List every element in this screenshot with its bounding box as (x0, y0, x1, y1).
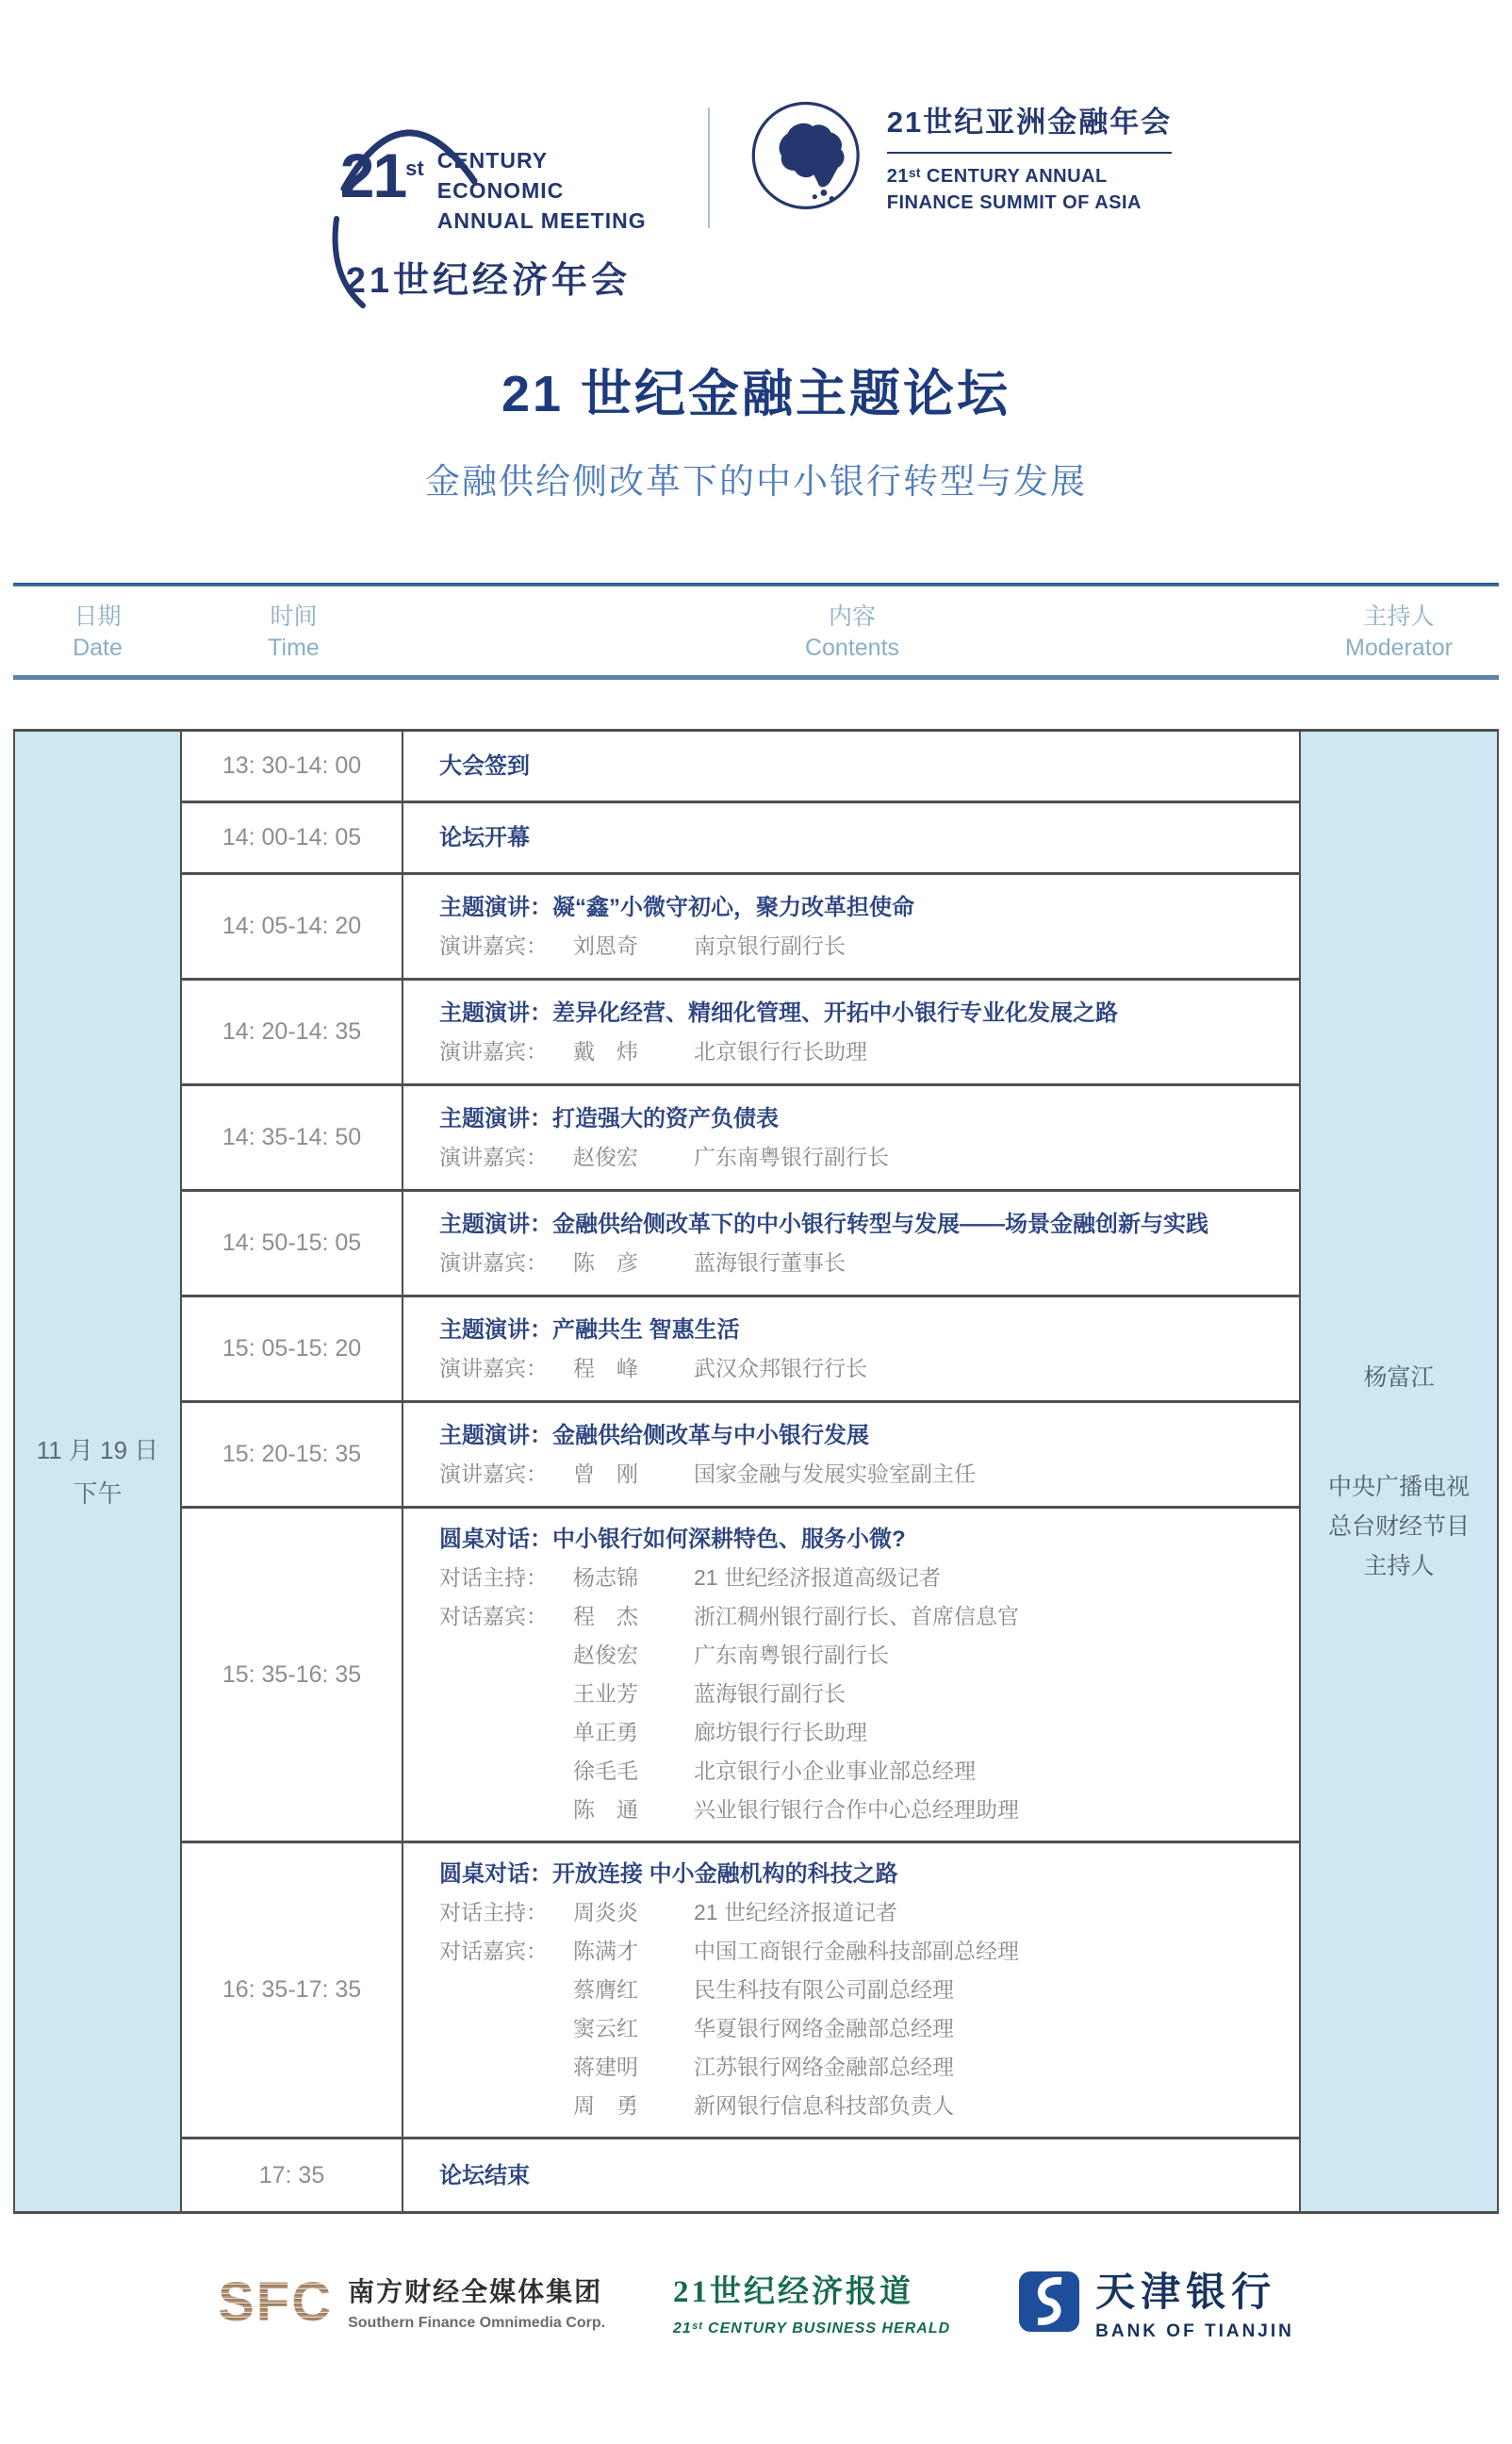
speaker-line: 演讲嘉宾： 戴 炜 北京银行行长助理 (439, 1038, 867, 1064)
agenda-table (13, 729, 1499, 2214)
bank-of-tianjin-logo (1018, 2261, 1294, 2342)
right-logo-chinese-name: 21世纪亚洲金融年会 (887, 98, 1172, 154)
session-title: 论坛开幕 (439, 825, 530, 850)
agenda-row (182, 1843, 1299, 2139)
herald-chinese-name: 21世纪经济报道 (673, 2274, 914, 2309)
event-logos-header (0, 87, 1512, 299)
speaker-line: 演讲嘉宾： 刘恩奇 南京银行副行长 (439, 933, 846, 958)
left-logo-line2: ANNUAL MEETING (436, 208, 647, 233)
time-cell: 17: 35 (182, 2139, 403, 2211)
left-logo-line1: CENTURY ECONOMIC (436, 148, 565, 203)
speaker-line: 蔡膺红 民生科技有限公司副总经理 (573, 1977, 954, 2002)
speaker-line: 演讲嘉宾： 程 峰 武汉众邦银行行长 (439, 1355, 867, 1380)
time-cell: 15: 05-15: 20 (182, 1297, 403, 1400)
speaker-line: 徐毛毛 北京银行小企业事业部总经理 (573, 1759, 976, 1783)
left-logo-21: 21st (339, 140, 424, 210)
asia-map-icon (749, 92, 870, 221)
moderator-title-line: 中央广播电视 (1327, 1473, 1470, 1500)
column-header-moderator: 主持人 Moderator (1345, 603, 1453, 661)
header-rule-bottom (13, 675, 1499, 680)
time-cell: 14: 20-14: 35 (182, 981, 403, 1083)
moderator-title-line: 主持人 (1363, 1552, 1435, 1579)
time-cell: 13: 30-14: 00 (182, 732, 403, 801)
content-cell (403, 1509, 1299, 1841)
date-line2: 下午 (73, 1478, 123, 1508)
session-title: 主题演讲：打造强大的资产负债表 (439, 1105, 779, 1131)
content-cell (403, 981, 1299, 1083)
session-title: 圆桌对话：开放连接 中小金融机构的科技之路 (439, 1861, 898, 1887)
column-header-contents: 内容 Contents (804, 603, 900, 661)
date-cell (15, 732, 182, 2211)
left-logo-chinese-name: 21世纪经济年会 (345, 261, 632, 301)
content-cell (403, 1192, 1299, 1295)
session-title: 主题演讲：凝“鑫”小微守初心，聚力改革担使命 (439, 894, 914, 920)
content-cell (403, 1086, 1299, 1189)
time-cell: 14: 05-14: 20 (182, 875, 403, 978)
left-logo-english-block (340, 140, 680, 236)
time-cell: 15: 20-15: 35 (182, 1403, 403, 1506)
speaker-line: 对话主持： 周炎炎 21 世纪经济报道记者 (439, 1900, 897, 1924)
time-cell: 14: 00-14: 05 (182, 803, 403, 872)
agenda-row (182, 1403, 1299, 1509)
time-cell: 15: 35-16: 35 (182, 1509, 403, 1841)
right-logo-english-line1: 21ˢᵗ CENTURY ANNUAL (886, 165, 1108, 187)
sfc-english-name: Southern Finance Omnimedia Corp. (348, 2315, 606, 2331)
bank-english-name: BANK OF TIANJIN (1095, 2321, 1294, 2341)
agenda-row (182, 1297, 1299, 1403)
agenda-row (182, 1509, 1299, 1843)
content-cell (403, 1297, 1299, 1400)
agenda-rows (182, 732, 1299, 2211)
session-title: 主题演讲：产融共生 智惠生活 (439, 1316, 740, 1343)
page-title: 21 世纪金融主题论坛 (501, 366, 1011, 422)
speaker-line: 窦云红 华夏银行网络金融部总经理 (573, 2016, 954, 2040)
content-cell (403, 1403, 1299, 1506)
session-title: 大会签到 (439, 753, 530, 779)
sponsor-logos-footer (0, 2261, 1512, 2370)
agenda-row (182, 1086, 1299, 1192)
page-subtitle: 金融供给侧改革下的中小银行转型与发展 (425, 462, 1087, 501)
content-cell (403, 803, 1299, 872)
speaker-line: 陈 通 兴业银行银行合作中心总经理助理 (573, 1797, 1019, 1822)
speaker-line: 对话嘉宾： 陈满才 中国工商银行金融科技部副总经理 (439, 1939, 1019, 1963)
agenda-row (182, 732, 1299, 803)
agenda-row (182, 875, 1299, 981)
speaker-line: 单正勇 廊坊银行行长助理 (573, 1720, 867, 1744)
asia-finance-summit-logo (749, 92, 1172, 221)
session-title: 论坛结束 (439, 2162, 530, 2188)
logo-divider (708, 107, 710, 228)
moderator-title-line: 总台财经节目 (1327, 1512, 1470, 1540)
agenda-row (182, 1192, 1299, 1297)
right-logo-english-line2: FINANCE SUMMIT OF ASIA (886, 191, 1142, 213)
century-economic-annual-meeting-logo (339, 87, 680, 301)
time-cell: 16: 35-17: 35 (182, 1843, 403, 2137)
business-herald-logo (673, 2267, 950, 2337)
content-cell (403, 732, 1299, 801)
agenda-row (182, 803, 1299, 875)
session-title: 主题演讲：金融供给侧改革与中小银行发展 (439, 1422, 869, 1448)
agenda-row (182, 2139, 1299, 2211)
date-line1: 11 月 19 日 (36, 1435, 159, 1464)
speaker-line: 对话嘉宾： 程 杰 浙江稠州银行副行长、首席信息官 (439, 1604, 1019, 1628)
moderator-name: 杨富江 (1363, 1363, 1435, 1391)
session-title: 主题演讲：金融供给侧改革下的中小银行转型与发展——场景金融创新与实践 (439, 1211, 1208, 1237)
agenda-row (182, 981, 1299, 1086)
bank-of-tianjin-icon (1018, 2271, 1080, 2333)
speaker-line: 演讲嘉宾： 赵俊宏 广东南粤银行副行长 (439, 1144, 889, 1169)
moderator-cell (1299, 732, 1497, 2211)
bank-chinese-name: 天津银行 (1095, 2270, 1277, 2314)
session-title: 圆桌对话：中小银行如何深耕特色、服务小微? (439, 1527, 906, 1552)
table-header-row (13, 586, 1499, 675)
speaker-line: 演讲嘉宾： 曾 刚 国家金融与发展实验室副主任 (439, 1461, 976, 1486)
session-title: 主题演讲：差异化经营、精细化管理、开拓中小银行专业化发展之路 (439, 999, 1118, 1026)
speaker-line: 周 勇 新网银行信息科技部负责人 (573, 2093, 954, 2118)
time-cell: 14: 35-14: 50 (182, 1086, 403, 1189)
speaker-line: 演讲嘉宾： 陈 彦 蓝海银行董事长 (439, 1249, 846, 1275)
speaker-line: 赵俊宏 广东南粤银行副行长 (573, 1643, 889, 1667)
column-header-date: 日期 Date (73, 603, 123, 661)
column-header-time: 时间 Time (268, 603, 320, 661)
content-cell (403, 875, 1299, 978)
speaker-line: 王业芳 蓝海银行副行长 (573, 1681, 846, 1706)
content-cell (403, 1843, 1299, 2137)
sfc-logo (218, 2271, 605, 2334)
sfc-mark-icon: SFC (218, 2271, 334, 2333)
speaker-line: 蒋建明 江苏银行网络金融部总经理 (573, 2055, 954, 2079)
sfc-chinese-name: 南方财经全媒体集团 (348, 2277, 603, 2306)
content-cell (403, 2139, 1299, 2211)
speaker-line: 对话主持： 杨志锦 21 世纪经济报道高级记者 (439, 1565, 941, 1590)
time-cell: 14: 50-15: 05 (182, 1192, 403, 1295)
herald-english-name: 21ˢᵗ CENTURY BUSINESS HERALD (673, 2320, 951, 2337)
